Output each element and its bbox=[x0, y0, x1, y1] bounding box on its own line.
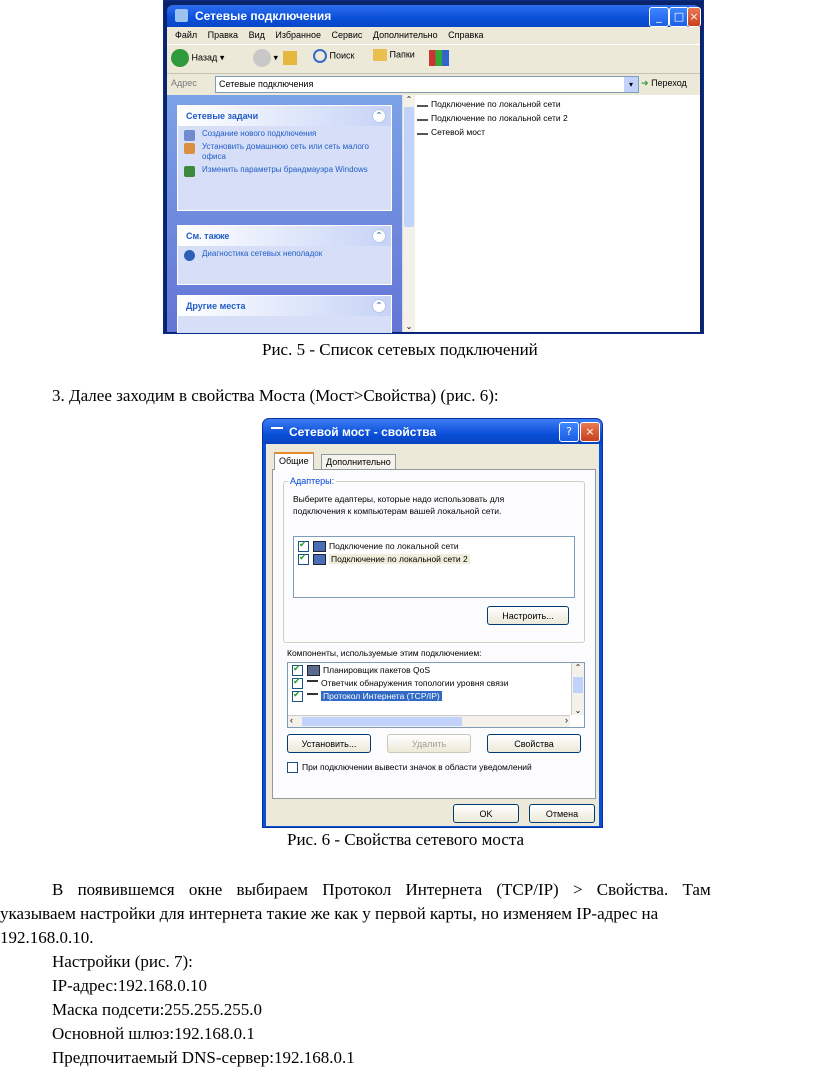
figure-5-caption: Рис. 5 - Список сетевых подключений bbox=[262, 340, 538, 359]
menu-file[interactable]: Файл bbox=[175, 30, 198, 40]
paragraph-line: указываем настройки для интернета такие же как у первой карты, но изменяем IP-адрес на bbox=[0, 904, 659, 923]
collapse-chevron-icon[interactable]: ⌃ bbox=[372, 299, 386, 313]
paragraph-line: В появившемся окне выбираем Протокол Интернета (TCP/IP) > Свойства. Там bbox=[52, 880, 711, 899]
panel-header[interactable]: См. также ⌃ bbox=[178, 226, 391, 246]
network-connections-window bbox=[163, 0, 704, 334]
adapters-listbox[interactable] bbox=[293, 536, 575, 598]
protocol-icon bbox=[307, 680, 318, 688]
component-item[interactable]: ✔Планировщик пакетов QoS bbox=[292, 665, 430, 676]
dialog-title: Сетевой мост - свойства bbox=[289, 425, 437, 439]
dialog-titlebar bbox=[263, 419, 602, 444]
address-dropdown-chevron-icon[interactable]: ▾ bbox=[624, 77, 638, 92]
menu-tools[interactable]: Сервис bbox=[331, 30, 363, 40]
window-title: Сетевые подключения bbox=[195, 9, 332, 23]
components-listbox[interactable] bbox=[287, 662, 585, 728]
component-checkbox[interactable] bbox=[292, 678, 303, 689]
adapters-group: Адаптеры: bbox=[283, 476, 585, 643]
menu-help[interactable]: Справка bbox=[448, 30, 484, 40]
remove-button[interactable]: Удалить bbox=[387, 734, 471, 753]
connection-item[interactable]: Подключение по локальной сети bbox=[417, 97, 568, 111]
network-adapter-icon bbox=[313, 541, 326, 552]
settings-gateway: Основной шлюз:192.168.0.1 bbox=[52, 1024, 255, 1043]
scroll-thumb[interactable] bbox=[302, 717, 462, 726]
bridge-icon bbox=[271, 427, 283, 434]
close-button[interactable]: × bbox=[687, 7, 701, 27]
network-adapter-icon bbox=[313, 554, 326, 565]
menu-edit[interactable]: Правка bbox=[207, 30, 239, 40]
connection-item[interactable]: Подключение по локальной сети 2 bbox=[417, 111, 568, 125]
minimize-button[interactable]: _ bbox=[649, 7, 669, 27]
task-pane bbox=[167, 95, 402, 332]
scroll-up-chevron-icon[interactable]: ⌃ bbox=[574, 663, 582, 672]
figure-6-caption: Рис. 6 - Свойства сетевого моста bbox=[287, 830, 525, 849]
panel-header[interactable]: Сетевые задачи ⌃ bbox=[178, 106, 391, 126]
adapter-item[interactable]: ✔Подключение по локальной сети bbox=[298, 541, 459, 552]
network-tasks-panel bbox=[177, 105, 392, 211]
task-home-network[interactable]: Установить домашнюю сеть или сеть малого офиса bbox=[178, 139, 391, 162]
step-3-text: 3. Далее заходим в свойства Моста (Мост>Свойства) (рис. 6): bbox=[52, 386, 499, 405]
collapse-chevron-icon[interactable]: ⌃ bbox=[372, 109, 386, 123]
component-item[interactable]: ✔Протокол Интернета (TCP/IP) bbox=[292, 691, 442, 702]
forward-arrow-icon bbox=[253, 49, 271, 67]
window-titlebar bbox=[167, 5, 700, 27]
connections-list bbox=[417, 97, 568, 139]
paragraph-line: 192.168.0.10. bbox=[0, 928, 94, 947]
connection-item[interactable]: Сетевой мост bbox=[417, 125, 568, 139]
search-icon bbox=[313, 49, 327, 63]
address-label: Адрес bbox=[171, 78, 197, 88]
panel-header[interactable]: Другие места ⌃ bbox=[178, 296, 391, 316]
vertical-scrollbar[interactable] bbox=[402, 95, 415, 332]
views-icon[interactable] bbox=[429, 50, 449, 66]
see-also-panel bbox=[177, 225, 392, 285]
scroll-thumb[interactable] bbox=[573, 677, 583, 693]
scroll-thumb[interactable] bbox=[404, 107, 414, 227]
properties-button[interactable]: Свойства bbox=[487, 734, 581, 753]
configure-button[interactable]: Настроить... bbox=[487, 606, 569, 625]
folder-icon bbox=[373, 49, 387, 61]
maximize-button[interactable]: □ bbox=[669, 7, 689, 27]
task-firewall[interactable]: Изменить параметры брандмауэра Windows bbox=[178, 162, 391, 175]
components-label: Компоненты, используемые этим подключением: bbox=[287, 648, 482, 658]
scroll-up-chevron-icon[interactable]: ⌃ bbox=[405, 95, 413, 104]
settings-heading: Настройки (рис. 7): bbox=[52, 952, 193, 971]
collapse-chevron-icon[interactable]: ⌃ bbox=[372, 229, 386, 243]
up-folder-icon[interactable] bbox=[283, 51, 297, 65]
firewall-icon bbox=[184, 166, 195, 177]
scroll-left-chevron-icon[interactable]: ‹ bbox=[290, 715, 293, 725]
task-create-connection[interactable]: Создание нового подключения bbox=[178, 126, 391, 139]
search-button[interactable]: Поиск bbox=[313, 49, 354, 63]
back-button[interactable]: Назад ▾ bbox=[171, 49, 224, 67]
settings-dns: Предпочитаемый DNS-сервер:192.168.0.1 bbox=[52, 1048, 355, 1067]
go-button[interactable]: ➜ Переход bbox=[641, 78, 687, 88]
scroll-down-chevron-icon[interactable]: ⌄ bbox=[405, 322, 413, 331]
info-icon bbox=[184, 250, 195, 261]
menu-advanced[interactable]: Дополнительно bbox=[372, 30, 438, 40]
cancel-button[interactable]: Отмена bbox=[529, 804, 595, 823]
component-checkbox[interactable] bbox=[292, 691, 303, 702]
scroll-right-chevron-icon[interactable]: › bbox=[565, 715, 568, 725]
components-vscrollbar[interactable] bbox=[571, 663, 584, 715]
toolbar bbox=[167, 44, 700, 74]
adapters-description: подключения к компьютерам вашей локальной сети. bbox=[293, 506, 502, 516]
notify-checkbox-row[interactable]: При подключении вывести значок в области уведомлений bbox=[287, 762, 532, 773]
menu-view[interactable]: Вид bbox=[248, 30, 265, 40]
task-diagnostics[interactable]: Диагностика сетевых неполадок bbox=[178, 246, 391, 259]
home-network-icon bbox=[184, 143, 195, 154]
go-arrow-icon: ➜ bbox=[641, 78, 649, 88]
address-input[interactable]: Сетевые подключения ▾ bbox=[215, 76, 639, 93]
folders-button[interactable]: Папки bbox=[373, 49, 415, 61]
menu-bar bbox=[167, 27, 700, 43]
ok-button[interactable]: OK bbox=[453, 804, 519, 823]
address-bar bbox=[167, 74, 700, 94]
back-arrow-icon bbox=[171, 49, 189, 67]
close-button[interactable]: × bbox=[580, 422, 600, 442]
install-button[interactable]: Установить... bbox=[287, 734, 371, 753]
scroll-down-chevron-icon[interactable]: ⌄ bbox=[574, 706, 582, 715]
settings-mask: Маска подсети:255.255.255.0 bbox=[52, 1000, 263, 1019]
component-item[interactable]: ✔Ответчик обнаружения топологии уровня связи bbox=[292, 678, 508, 689]
menu-favorites[interactable]: Избранное bbox=[275, 30, 322, 40]
tab-page-general bbox=[272, 469, 596, 799]
component-checkbox[interactable] bbox=[292, 665, 303, 676]
tab-advanced[interactable]: Дополнительно bbox=[321, 454, 396, 471]
tab-general[interactable]: Общие bbox=[274, 452, 314, 470]
forward-button[interactable]: ▾ bbox=[253, 49, 278, 67]
qos-icon bbox=[307, 665, 320, 676]
components-hscrollbar[interactable] bbox=[288, 715, 570, 727]
adapter-item[interactable]: ✔Подключение по локальной сети 2 bbox=[298, 554, 470, 565]
settings-ip: IP-адрес:192.168.0.10 bbox=[52, 976, 207, 995]
adapter-checkbox[interactable] bbox=[298, 554, 309, 565]
protocol-icon bbox=[307, 693, 318, 701]
adapter-checkbox[interactable] bbox=[298, 541, 309, 552]
bridge-properties-dialog bbox=[262, 418, 603, 828]
network-folder-icon bbox=[175, 9, 188, 22]
adapters-description: Выберите адаптеры, которые надо использовать для bbox=[293, 494, 505, 504]
help-button[interactable]: ? bbox=[559, 422, 579, 442]
other-places-panel bbox=[177, 295, 392, 334]
notify-checkbox[interactable] bbox=[287, 762, 298, 773]
